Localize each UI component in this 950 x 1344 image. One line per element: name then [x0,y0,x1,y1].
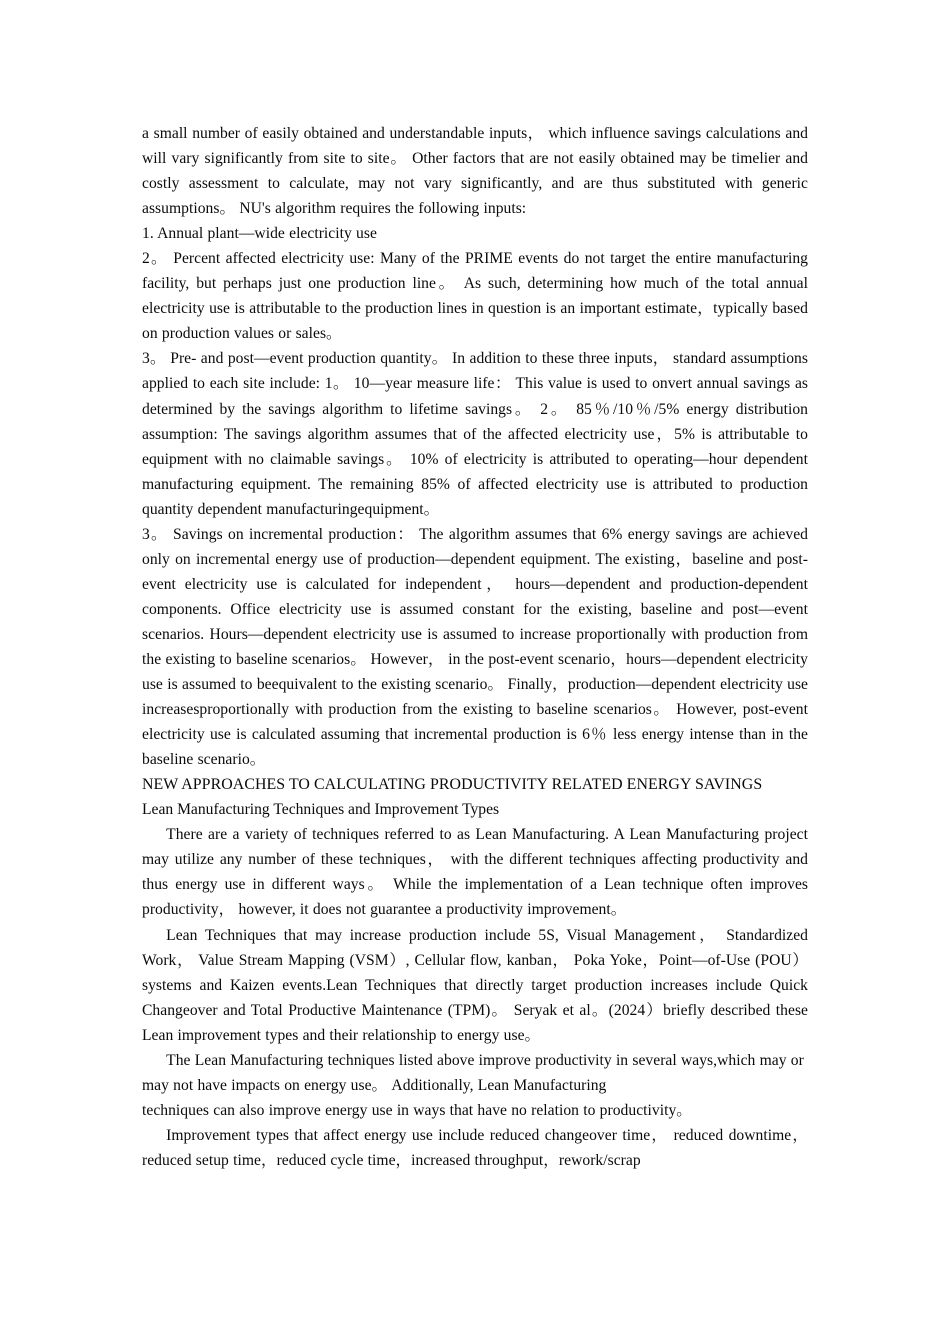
paragraph-lean-productivity-impact: The Lean Manufacturing techniques listed above improve productivity in several ways,which may or may not have impacts on energy use。 Additionally, Lean Manufacturing [142,1051,804,1094]
paragraph-input-item-3: 3。 Pre- and post—event production quantity。 In addition to these three inputs， standard assumptions applied to each site include: 1。 10—year measure life： This value is used to onvert annual savings as determined by the savings algorithm to lifetime savings。 2。 85％/10％/5% energy distribution assumption: The savings algorithm assumes that of the affected electricity use，5% is attributable to equipment with no claimable savings。 10% of electricity is attributed to operating—hour dependent manufacturing equipment. The remaining 85% of affected electricity use is attributed to production quantity dependent manufacturingequipment。 [142,350,808,518]
paragraph-improvement-types: Improvement types that affect energy use include reduced changeover time， reduced downtime，reduced setup time，reduced cycle time，increased throughput，rework/scrap [142,1126,808,1169]
paragraph-lean-energy-relation: techniques can also improve energy use in ways that have no relation to productivity。 [142,1101,692,1119]
section-heading-new-approaches: NEW APPROACHES TO CALCULATING PRODUCTIVITY RELATED ENERGY SAVINGS [142,776,763,794]
paragraph-inputs-intro: a small number of easily obtained and understandable inputs， which influence savings calculations and will vary significantly from site to site。 Other factors that are not easily obtained may be timelier and costly assessment to calculate, may not vary significantly, and are thus substituted with generic assumptions。 NU's algorithm requires the following inputs: [142,125,808,218]
paragraph-input-item-1: 1. Annual plant—wide electricity use [142,225,377,243]
paragraph-assumption-item-3: 3。 Savings on incremental production： The algorithm assumes that 6% energy savings are achieved only on incremental energy use of production—dependent equipment. The existing，baseline and post-event electricity use is calculated for independent， hours—dependent and production-dependent components. Office electricity use is assumed constant for the existing, baseline and post—event scenarios. Hours—dependent electricity use is assumed to increase proportionally with production from the existing to baseline scenarios。 However， in the post-event scenario，hours—dependent electricity use is assumed to beequivalent to the existing scenario。 Finally，production—dependent electricity use increasesproportionally with production from the existing to baseline scenarios。 However, post-event electricity use is calculated assuming that incremental production is 6％ less energy intense than in the baseline scenario。 [142,525,808,769]
paragraph-lean-variety: There are a variety of techniques referred to as Lean Manufacturing. A Lean Manufacturing project may utilize any number of these techniques， with the different techniques affecting productivity and thus energy use in different ways。 While the implementation of a Lean technique often improves productivity， however, it does not guarantee a productivity improvement。 [142,826,808,919]
subsection-heading-lean-techniques: Lean Manufacturing Techniques and Improvement Types [142,801,500,819]
paragraph-lean-technique-list: Lean Techniques that may increase production include 5S, Visual Management， Standardized Work， Value Stream Mapping (VSM）, Cellular flow, kanban， Poka Yoke，Point—of-Use (POU） systems and Kaizen events.Lean Techniques that directly target production increases include Quick Changeover and Total Productive Maintenance (TPM)。 Seryak et al。(2024）briefly described these Lean improvement types and their relationship to energy use。 [142,926,808,1044]
text-column [142,121,808,1173]
paragraph-input-item-2: 2。 Percent affected electricity use: Many of the PRIME events do not target the entire manufacturing facility, but perhaps just one production line。 As such, determining how much of the total annual electricity use is attributable to the production lines in question is an important estimate，typically based on production values or sales。 [142,250,808,343]
